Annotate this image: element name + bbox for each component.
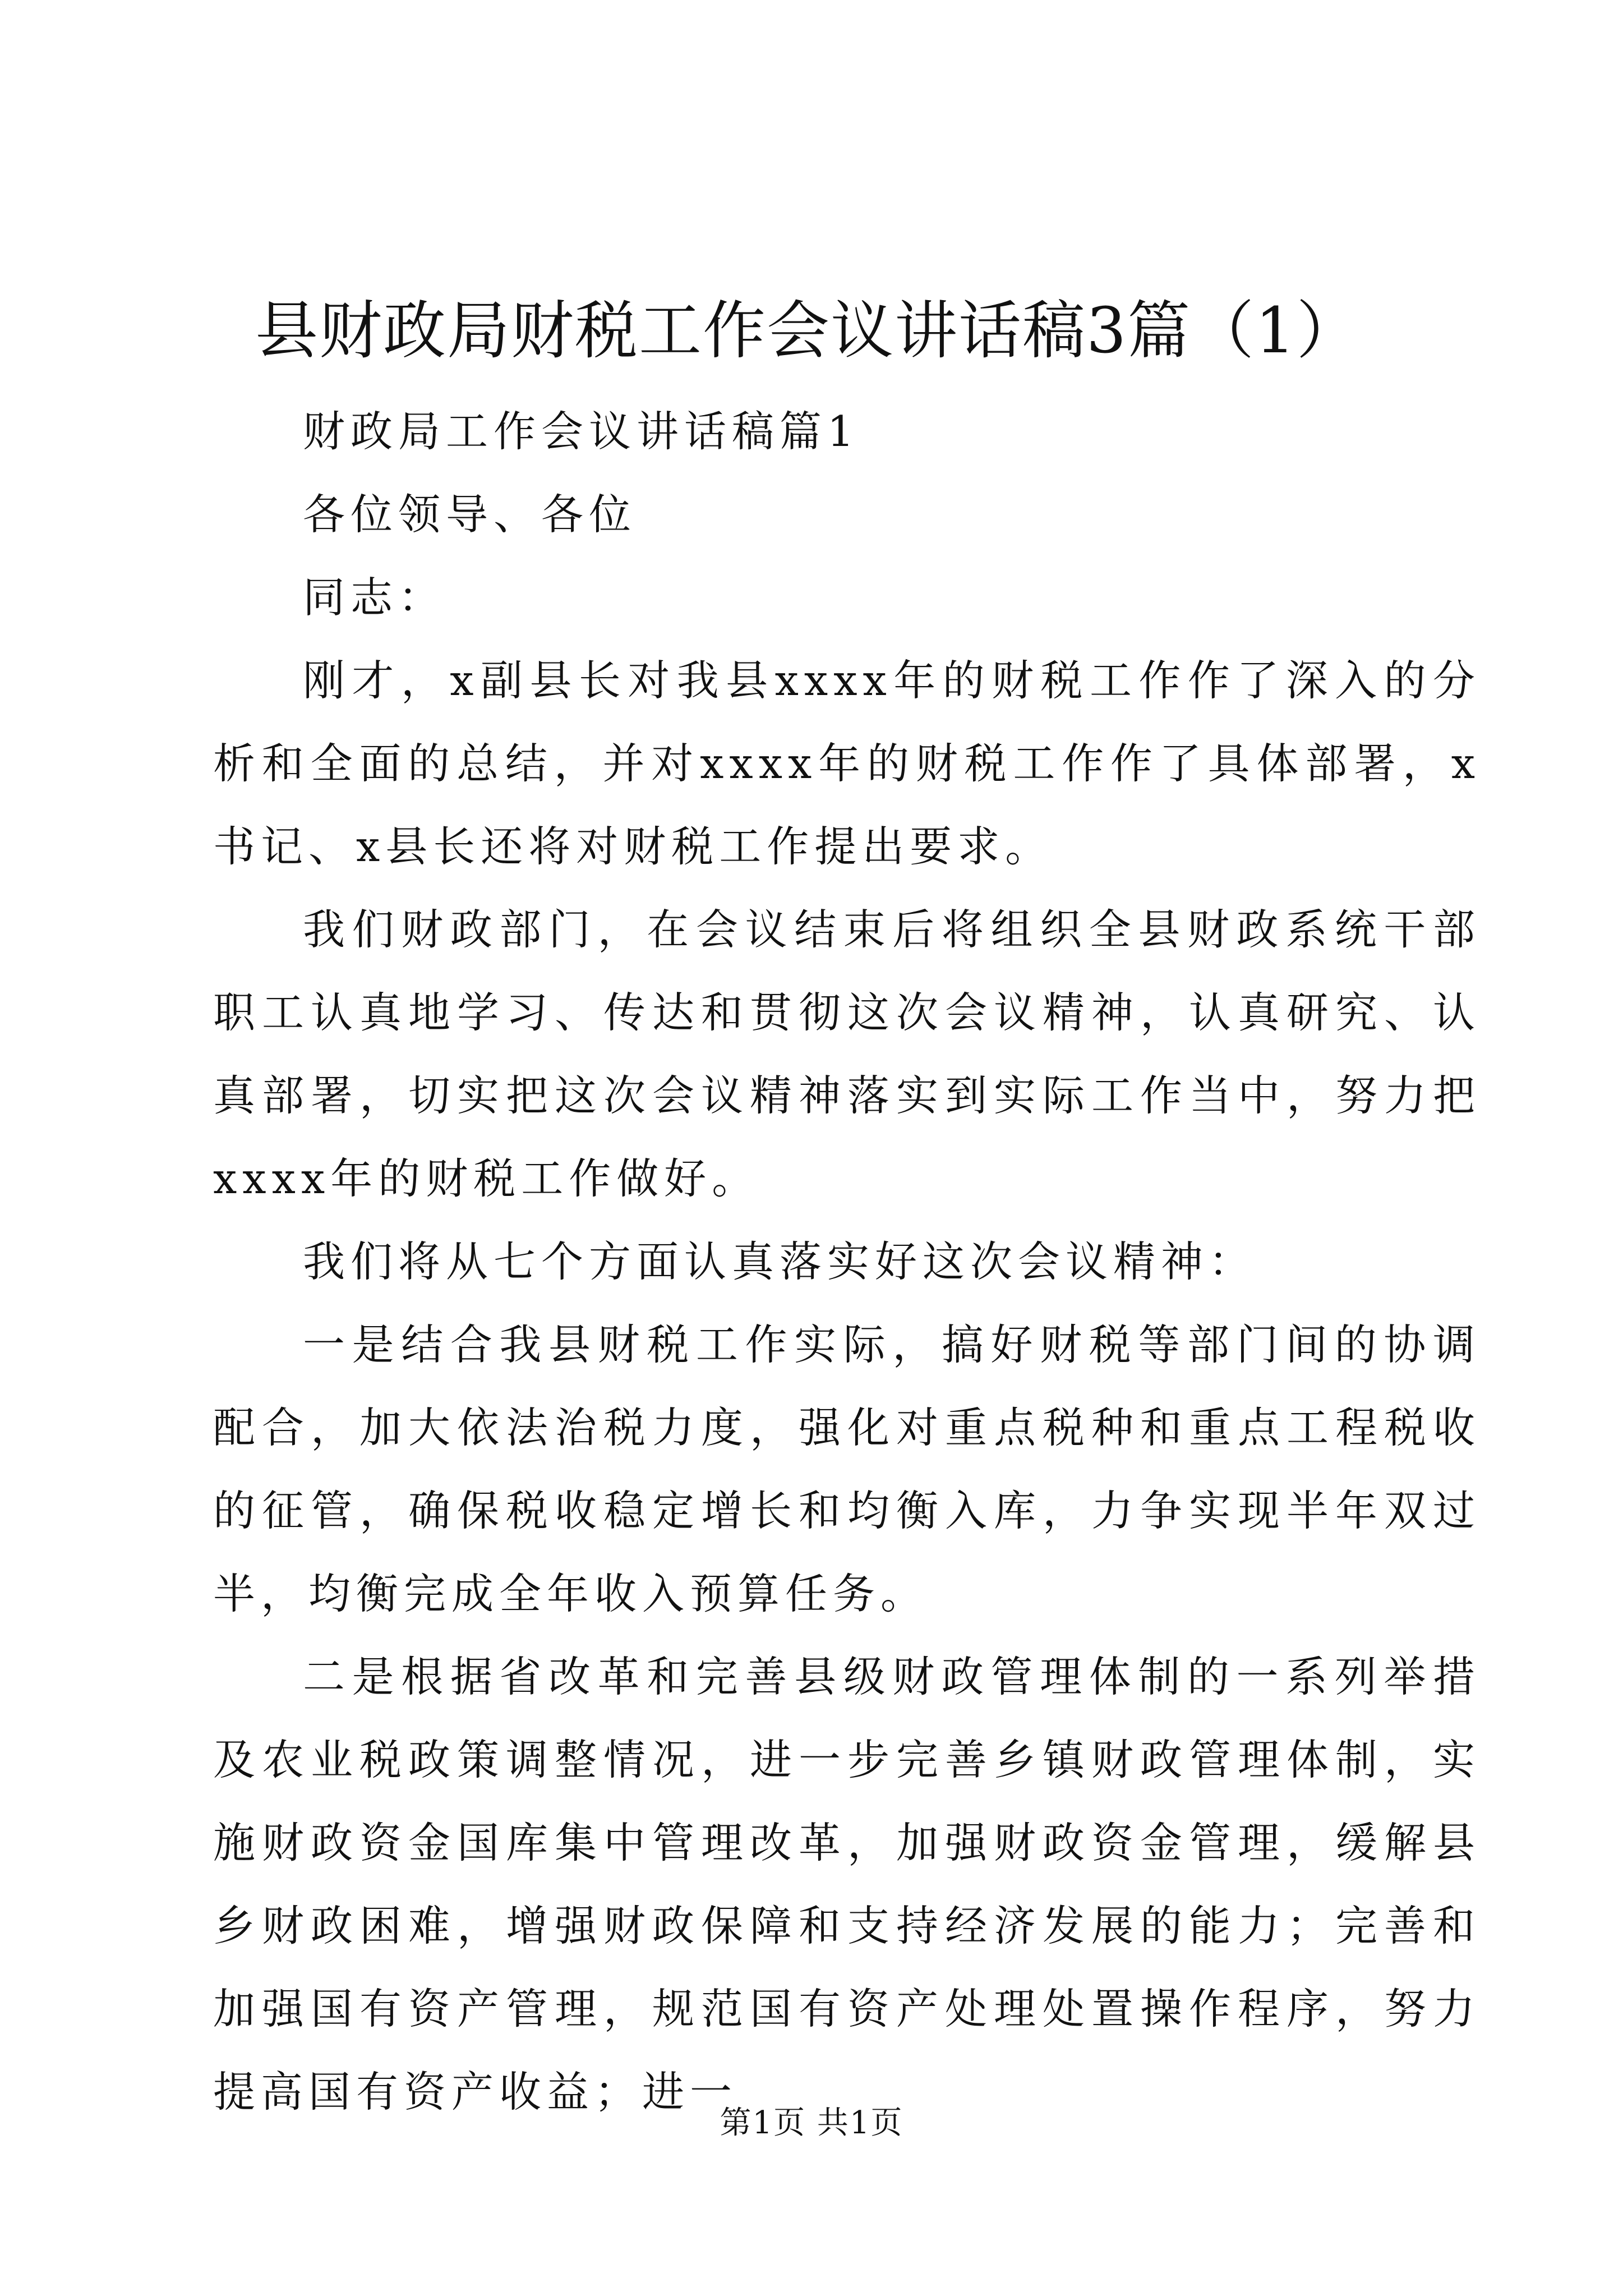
page-footer: 第1页 共1页 (720, 2105, 903, 2141)
paragraph-salutation: 各位领导、各位 (303, 490, 637, 539)
document-title: 县财政局财税工作会议讲话稿3篇（1） (255, 295, 1361, 367)
paragraph-intro: 刚才，x副县长对我县xxxx年的财税工作作了深入的分析和全面的总结，并对xxxx年的财税工作作了具体部署，x书记、x县长还将对财税工作提出要求。 (213, 656, 1481, 871)
paragraph-point-one: 一是结合我县财税工作实际，搞好财税等部门间的协调配合，加大依法治税力度，强化对重点税种和重点工程税收的征管，确保税收稳定增长和均衡入库，力争实现半年双过半，均衡完成全年收入预算任务。 (213, 1320, 1481, 1618)
paragraph-point-two: 二是根据省改革和完善县级财政管理体制的一系列举措及农业税政策调整情况，进一步完善乡镇财政管理体制，实施财政资金国库集中管理改革，加强财政资金管理，缓解县乡财政困难，增强财政保障和支持经济发展的能力；完善和加强国有资产管理，规范国有资产处理处置操作程序，努力提高国有资产收益；进一 (213, 1652, 1481, 2116)
document-body (213, 390, 1481, 2133)
paragraph-salutation-cont: 同志： (303, 573, 446, 622)
paragraph-subtitle: 财政局工作会议讲话稿篇1 (303, 407, 860, 456)
paragraph-finance-dept: 我们财政部门，在会议结束后将组织全县财政系统干部职工认真地学习、传达和贯彻这次会议精神，认真研究、认真部署，切实把这次会议精神落实到实际工作当中，努力把xxxx年的财税工作做好。 (213, 905, 1481, 1203)
paragraph-seven-aspects: 我们将从七个方面认真落实好这次会议精神： (303, 1237, 1257, 1286)
